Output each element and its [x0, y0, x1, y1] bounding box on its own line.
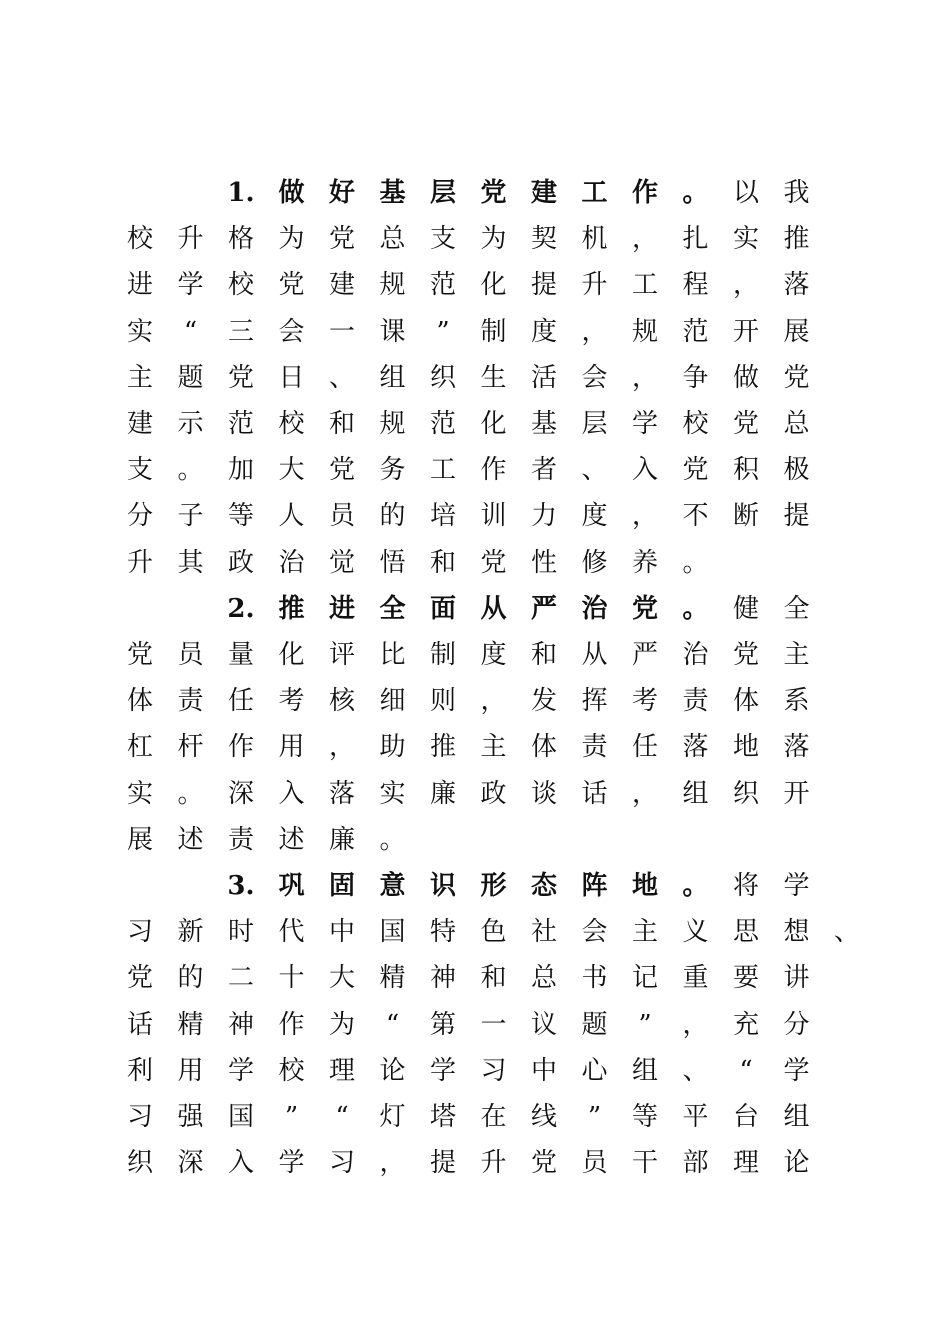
text-line: 话 精 神 作 为 “ 第 一 议 题 ” ， 充 分	[126, 1009, 810, 1040]
text-line: 主 题 党 日 、 组 织 生 活 会 ， 争 做 党	[126, 362, 810, 393]
text-line: 习 强 国 ” “ 灯 塔 在 线 ” 等 平 台 组	[126, 1102, 810, 1132]
text-line: 杠 杆 作 用 ， 助 推 主 体 责 任 落 地 落	[126, 732, 810, 763]
text-line: 校 升 格 为 党 总 支 为 契 机 ， 扎 实 推	[126, 224, 810, 255]
text-line: 展 述 责 述 廉 。	[126, 824, 406, 855]
text-line: 利 用 学 校 理 论 学 习 中 心 组 、 “ 学	[126, 1055, 810, 1086]
paragraph-heading-line: 1. 做 好 基 层 党 建 工 作 。 以 我	[227, 178, 810, 208]
text-line: 党 员 量 化 评 比 制 度 和 从 严 治 党 主	[126, 640, 810, 670]
text-line: 体 责 任 考 核 细 则 ， 发 挥 考 责 体 系	[126, 686, 810, 717]
text-line: 实 “ 三 会 一 课 ” 制 度 ， 规 范 开 展	[126, 316, 810, 347]
text-line: 习 新 时 代 中 国 特 色 社 会 主 义 思 想 、	[126, 917, 860, 948]
paragraph-heading-line: 3. 巩 固 意 识 形 态 阵 地 。 将 学	[227, 871, 810, 901]
text-line: 党 的 二 十 大 精 神 和 总 书 记 重 要 讲	[126, 963, 810, 994]
text-line: 分 子 等 人 员 的 培 训 力 度 ， 不 断 提	[126, 501, 810, 532]
text-line: 进 学 校 党 建 规 范 化 提 升 工 程 ， 落	[126, 270, 810, 301]
text-line: 升 其 政 治 觉 悟 和 党 性 修 养 。	[126, 547, 709, 578]
text-line: 织 深 入 学 习 ， 提 升 党 员 干 部 理 论	[126, 1148, 810, 1179]
text-line: 支 。 加 大 党 务 工 作 者 、 入 党 积 极	[126, 455, 810, 486]
paragraph-heading-line: 2. 推 进 全 面 从 严 治 党 。 健 全	[227, 593, 810, 624]
text-line: 建 示 范 校 和 规 范 化 基 层 学 校 党 总	[126, 409, 810, 439]
text-line: 实 。 深 入 落 实 廉 政 谈 话 ， 组 织 开	[126, 778, 810, 809]
